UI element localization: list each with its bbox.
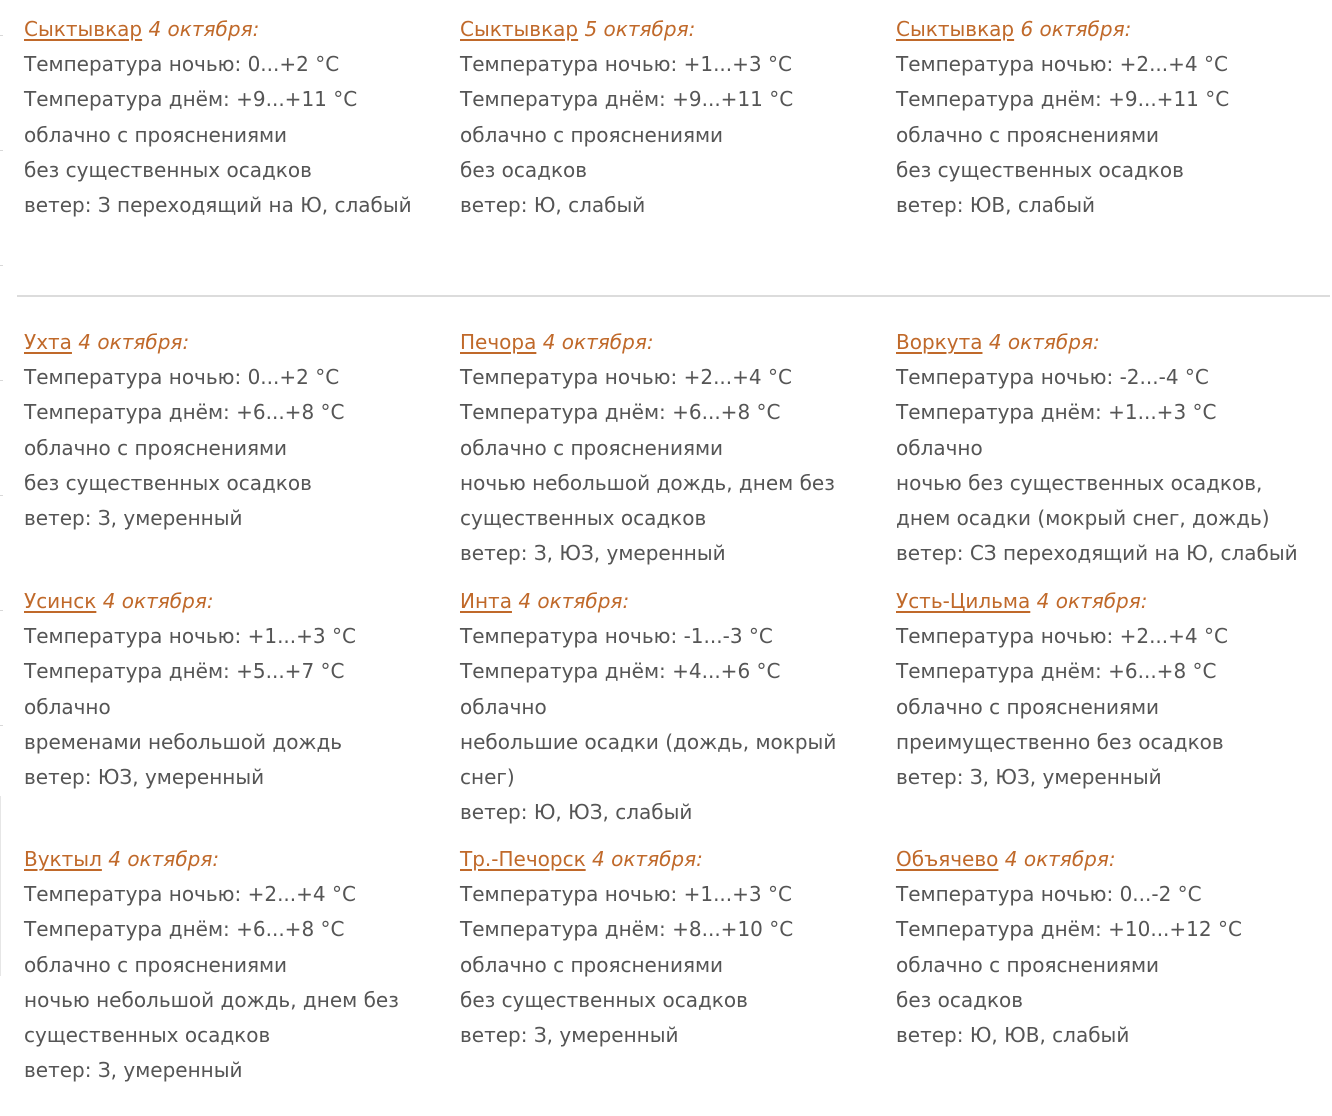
- card-title: [24, 584, 454, 619]
- day-temperature: Температура днём: +9...+11 °C: [24, 87, 358, 112]
- card-title: [460, 325, 860, 360]
- city-link[interactable]: Инта: [460, 589, 512, 613]
- forecast-date: 4 октября:: [518, 589, 630, 613]
- wind: ветер: З, умеренный: [24, 1058, 243, 1083]
- day-temperature: Температура днём: +6...+8 °C: [24, 917, 345, 942]
- wind: ветер: З, умеренный: [24, 506, 243, 531]
- precipitation: временами небольшой дождь: [24, 729, 343, 754]
- day-temperature: Температура днём: +6...+8 °C: [460, 400, 781, 425]
- day-temperature: Температура днём: +6...+8 °C: [896, 659, 1217, 684]
- night-temperature: Температура ночью: +2...+4 °C: [460, 365, 792, 390]
- sky-condition: облачно с прояснениями: [896, 952, 1160, 977]
- forecast-card: [24, 12, 454, 223]
- card-title: [896, 12, 1326, 47]
- city-link[interactable]: Объячево: [896, 847, 999, 871]
- city-link[interactable]: Усинск: [24, 589, 97, 613]
- night-temperature: Температура ночью: 0...+2 °C: [24, 365, 340, 390]
- precipitation: ночью небольшой дождь, днем без существенных осадков: [24, 987, 399, 1048]
- night-temperature: Температура ночью: -1...-3 °C: [460, 624, 773, 649]
- forecast-card: [460, 842, 890, 1053]
- precipitation: без осадков: [460, 157, 588, 182]
- sky-condition: облачно с прояснениями: [460, 952, 724, 977]
- forecast-card: [896, 584, 1326, 795]
- card-title: [896, 842, 1326, 877]
- night-temperature: Температура ночью: +2...+4 °C: [896, 52, 1228, 77]
- night-temperature: Температура ночью: +2...+4 °C: [896, 624, 1228, 649]
- wind: ветер: З, ЮЗ, умеренный: [460, 541, 726, 566]
- day-temperature: Температура днём: +9...+11 °C: [460, 87, 794, 112]
- wind: ветер: Ю, слабый: [460, 193, 646, 218]
- day-temperature: Температура днём: +5...+7 °C: [24, 659, 345, 684]
- city-link[interactable]: Сыктывкар: [460, 17, 579, 41]
- forecast-date: 4 октября:: [102, 589, 214, 613]
- forecast-card: [460, 12, 890, 223]
- night-temperature: Температура ночью: +2...+4 °C: [24, 882, 356, 907]
- forecast-card: [896, 842, 1326, 1053]
- forecast-card: [24, 842, 424, 1088]
- sky-condition: облачно с прояснениями: [896, 694, 1160, 719]
- city-link[interactable]: Печора: [460, 330, 537, 354]
- left-edge-border: [0, 796, 5, 976]
- wind: ветер: ЮВ, слабый: [896, 193, 1096, 218]
- precipitation: ночью небольшой дождь, днем без существенных осадков: [460, 470, 835, 531]
- sky-condition: облачно: [460, 694, 547, 719]
- card-title: [24, 325, 454, 360]
- city-link[interactable]: Усть-Цильма: [896, 589, 1031, 613]
- sky-condition: облачно: [896, 435, 983, 460]
- day-temperature: Температура днём: +10...+12 °C: [896, 917, 1242, 942]
- sky-condition: облачно: [24, 694, 111, 719]
- precipitation: без существенных осадков: [896, 157, 1184, 182]
- forecast-card: [24, 325, 454, 536]
- sky-condition: облачно с прояснениями: [24, 952, 288, 977]
- forecast-date: 4 октября:: [108, 847, 220, 871]
- section-divider: [17, 295, 1330, 297]
- forecast-date: 4 октября:: [1036, 589, 1148, 613]
- day-temperature: Температура днём: +8...+10 °C: [460, 917, 794, 942]
- day-temperature: Температура днём: +9...+11 °C: [896, 87, 1230, 112]
- card-title: [460, 584, 860, 619]
- city-link[interactable]: Воркута: [896, 330, 983, 354]
- city-link[interactable]: Ухта: [24, 330, 72, 354]
- forecast-card: [460, 584, 860, 830]
- forecast-date: 4 октября:: [542, 330, 654, 354]
- precipitation: без осадков: [896, 987, 1024, 1012]
- forecast-card: [460, 325, 860, 571]
- wind: ветер: ЮЗ, умеренный: [24, 765, 265, 790]
- card-title: [24, 12, 454, 47]
- city-link[interactable]: Сыктывкар: [896, 17, 1015, 41]
- sky-condition: облачно с прояснениями: [24, 435, 288, 460]
- sky-condition: облачно с прояснениями: [460, 122, 724, 147]
- day-temperature: Температура днём: +1...+3 °C: [896, 400, 1217, 425]
- precipitation: без существенных осадков: [24, 470, 312, 495]
- precipitation: небольшие осадки (дождь, мокрый снег): [460, 729, 837, 790]
- card-title: [896, 325, 1316, 360]
- edge-tick: [0, 495, 3, 496]
- card-title: [24, 842, 424, 877]
- forecast-card: [896, 325, 1316, 571]
- city-link[interactable]: Вуктыл: [24, 847, 102, 871]
- forecast-date: 4 октября:: [1004, 847, 1116, 871]
- wind: ветер: З переходящий на Ю, слабый: [24, 193, 412, 218]
- forecast-date: 4 октября:: [148, 17, 260, 41]
- edge-tick: [0, 150, 3, 151]
- forecast-card: [896, 12, 1326, 223]
- night-temperature: Температура ночью: +1...+3 °C: [460, 882, 792, 907]
- precipitation: без существенных осадков: [460, 987, 748, 1012]
- forecast-date: 4 октября:: [988, 330, 1100, 354]
- night-temperature: Температура ночью: -2...-4 °C: [896, 365, 1209, 390]
- forecast-date: 4 октября:: [78, 330, 190, 354]
- city-link[interactable]: Тр.-Печорск: [460, 847, 586, 871]
- wind: ветер: Ю, ЮЗ, слабый: [460, 800, 693, 825]
- edge-tick: [0, 265, 3, 266]
- night-temperature: Температура ночью: +1...+3 °C: [460, 52, 792, 77]
- forecast-date: 4 октября:: [592, 847, 703, 871]
- city-link[interactable]: Сыктывкар: [24, 17, 143, 41]
- precipitation: ночью без существенных осадков, днем осадки (мокрый снег, дождь): [896, 470, 1270, 531]
- wind: ветер: З, ЮЗ, умеренный: [896, 765, 1162, 790]
- forecast-card: [24, 584, 454, 795]
- sky-condition: облачно с прояснениями: [460, 435, 724, 460]
- day-temperature: Температура днём: +4...+6 °C: [460, 659, 781, 684]
- sky-condition: облачно с прояснениями: [24, 122, 288, 147]
- night-temperature: Температура ночью: 0...-2 °C: [896, 882, 1202, 907]
- card-title: [460, 12, 890, 47]
- precipitation: преимущественно без осадков: [896, 729, 1224, 754]
- day-temperature: Температура днём: +6...+8 °C: [24, 400, 345, 425]
- sky-condition: облачно с прояснениями: [896, 122, 1160, 147]
- edge-tick: [0, 35, 3, 36]
- card-title: [460, 842, 890, 877]
- edge-tick: [0, 610, 3, 611]
- wind: ветер: З, умеренный: [460, 1023, 679, 1048]
- forecast-date: 6 октября:: [1020, 17, 1132, 41]
- wind: ветер: Ю, ЮВ, слабый: [896, 1023, 1130, 1048]
- night-temperature: Температура ночью: 0...+2 °C: [24, 52, 340, 77]
- wind: ветер: СЗ переходящий на Ю, слабый: [896, 541, 1298, 566]
- edge-tick: [0, 380, 3, 381]
- forecast-date: 5 октября:: [584, 17, 696, 41]
- precipitation: без существенных осадков: [24, 157, 312, 182]
- card-title: [896, 584, 1326, 619]
- edge-tick: [0, 725, 3, 726]
- night-temperature: Температура ночью: +1...+3 °C: [24, 624, 356, 649]
